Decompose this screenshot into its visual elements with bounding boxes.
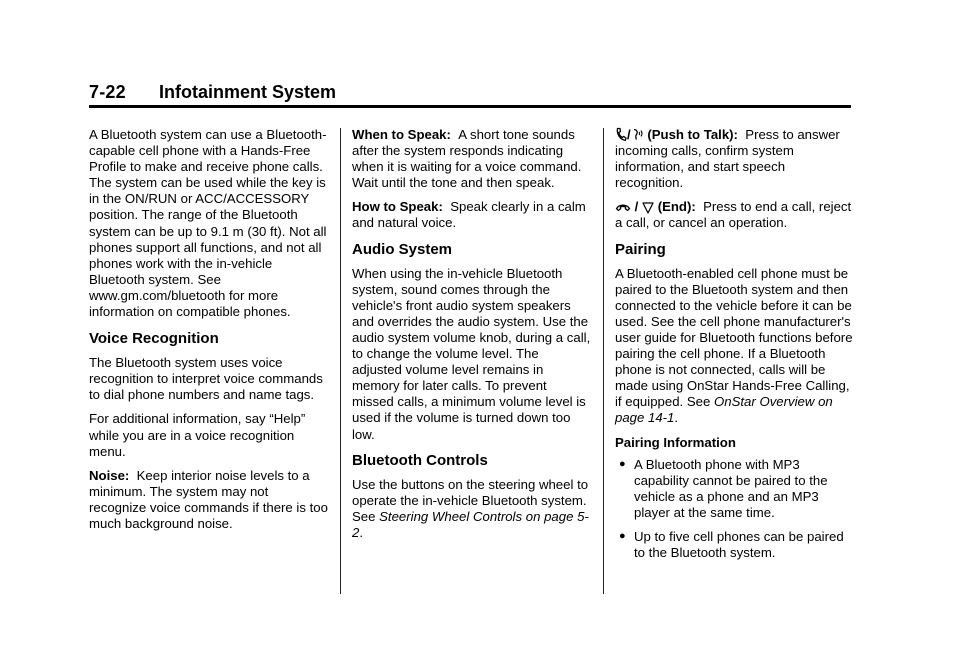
audio-system-heading: Audio System (352, 240, 453, 258)
end-text: Press to end a call, reject a call, or cancel an operation. (615, 199, 852, 231)
when-to-speak-paragraph (352, 127, 592, 191)
push-to-talk-term: (Push to Talk): (647, 127, 738, 142)
bullet-icon: ● (619, 529, 626, 542)
end-term: (End): (657, 199, 696, 215)
pairing-heading: Pairing (615, 240, 666, 258)
column-divider (603, 128, 604, 594)
section-title: Infotainment System (159, 82, 337, 102)
how-to-speak-text: Speak clearly in a calm and natural voice. (352, 199, 586, 231)
onstar-reference: OnStar Overview on page 14-1 (615, 394, 833, 426)
hang-up-icon (615, 201, 631, 214)
end-separator: / (634, 199, 639, 215)
noise-paragraph (89, 468, 329, 532)
header-rule (89, 105, 851, 108)
pairing-information-heading: Pairing Information (615, 434, 736, 450)
push-to-talk-text: Press to answer incoming calls, confirm system information, and start speech recognition. (615, 127, 840, 191)
list-item (615, 457, 855, 521)
page-header (89, 82, 851, 106)
column-1 (89, 127, 329, 540)
controls-end: . (359, 524, 364, 540)
page-number: 7-22 (89, 82, 126, 102)
list-item (615, 529, 855, 561)
intro-paragraph: A Bluetooth system can use a Bluetooth-capable cell phone with a Hands-Free Profile to make and receive phone calls. The system can be used while the key is in the ON/RUN or ACC/ACCESSORY position. The range of the Bluetooth system can be up to 9.1 m (30 ft). Not all phones support all functions, and not all phones work with the in-vehicle Bluetooth system. See www.gm.com/bluetooth for more information on compatible phones. (89, 127, 327, 320)
push-to-talk-separator: / (627, 127, 631, 142)
column-3 (615, 127, 855, 569)
column-divider (340, 128, 341, 594)
how-to-speak-term: How to Speak: (352, 199, 443, 215)
pairing-information-list (615, 457, 855, 562)
list-item-text: Up to five cell phones can be paired to the Bluetooth system. (634, 528, 844, 561)
list-item-text: A Bluetooth phone with MP3 capability cannot be paired to the vehicle as a phone and an MP3 player at the same time. (634, 456, 828, 520)
voice-recognition-heading: Voice Recognition (89, 330, 219, 348)
when-to-speak-term: When to Speak: (352, 127, 451, 142)
push-to-talk-paragraph (615, 127, 855, 191)
steering-wheel-reference: Steering Wheel Controls on page 5-2 (352, 508, 589, 540)
how-to-speak-paragraph (352, 199, 592, 231)
end-paragraph (615, 199, 855, 231)
voice-recognition-icon (631, 127, 644, 142)
voice-paragraph: The Bluetooth system uses voice recognition to interpret voice commands to dial phone numbers and name tags. (89, 355, 323, 403)
triangle-down-icon (642, 201, 654, 214)
controls-text: Use the buttons on the steering wheel to operate the in-vehicle Bluetooth system. See (352, 476, 589, 524)
pairing-text: A Bluetooth-enabled cell phone must be paired to the Bluetooth system and then connected to the vehicle before it can be used. See the cell phone manufacturer's user guide for Bluetooth functions before pairing the cell phone. If a Bluetooth phone is not connected, calls will be made using OnStar Hands-Free Calling, if equipped. See (615, 265, 853, 410)
bluetooth-controls-paragraph (352, 477, 592, 541)
bullet-icon: ● (619, 457, 626, 470)
pairing-end: . (674, 410, 679, 426)
noise-text: Keep interior noise levels to a minimum. The system may not recognize voice commands if there is too much background noise. (89, 467, 328, 531)
when-to-speak-text: A short tone sounds after the system responds indicating when it is waiting for a voice command. Wait until the tone and then speak. (352, 127, 582, 191)
bluetooth-controls-heading: Bluetooth Controls (352, 451, 488, 469)
noise-term: Noise: (89, 467, 130, 483)
audio-system-paragraph: When using the in-vehicle Bluetooth system, sound comes through the vehicle's front audio system speakers and overrides the audio system. Use the audio system volume knob, during a call, to change the volume level. The adjusted volume level remains in memory for later calls. To prevent missed calls, a minimum volume level is used if the volume is turned down too low. (352, 265, 591, 442)
pairing-paragraph (615, 266, 855, 427)
voice-help-paragraph: For additional information, say “Help” while you are in a voice recognition menu. (89, 411, 306, 459)
column-2 (352, 127, 592, 549)
phone-handset-icon (615, 127, 627, 142)
